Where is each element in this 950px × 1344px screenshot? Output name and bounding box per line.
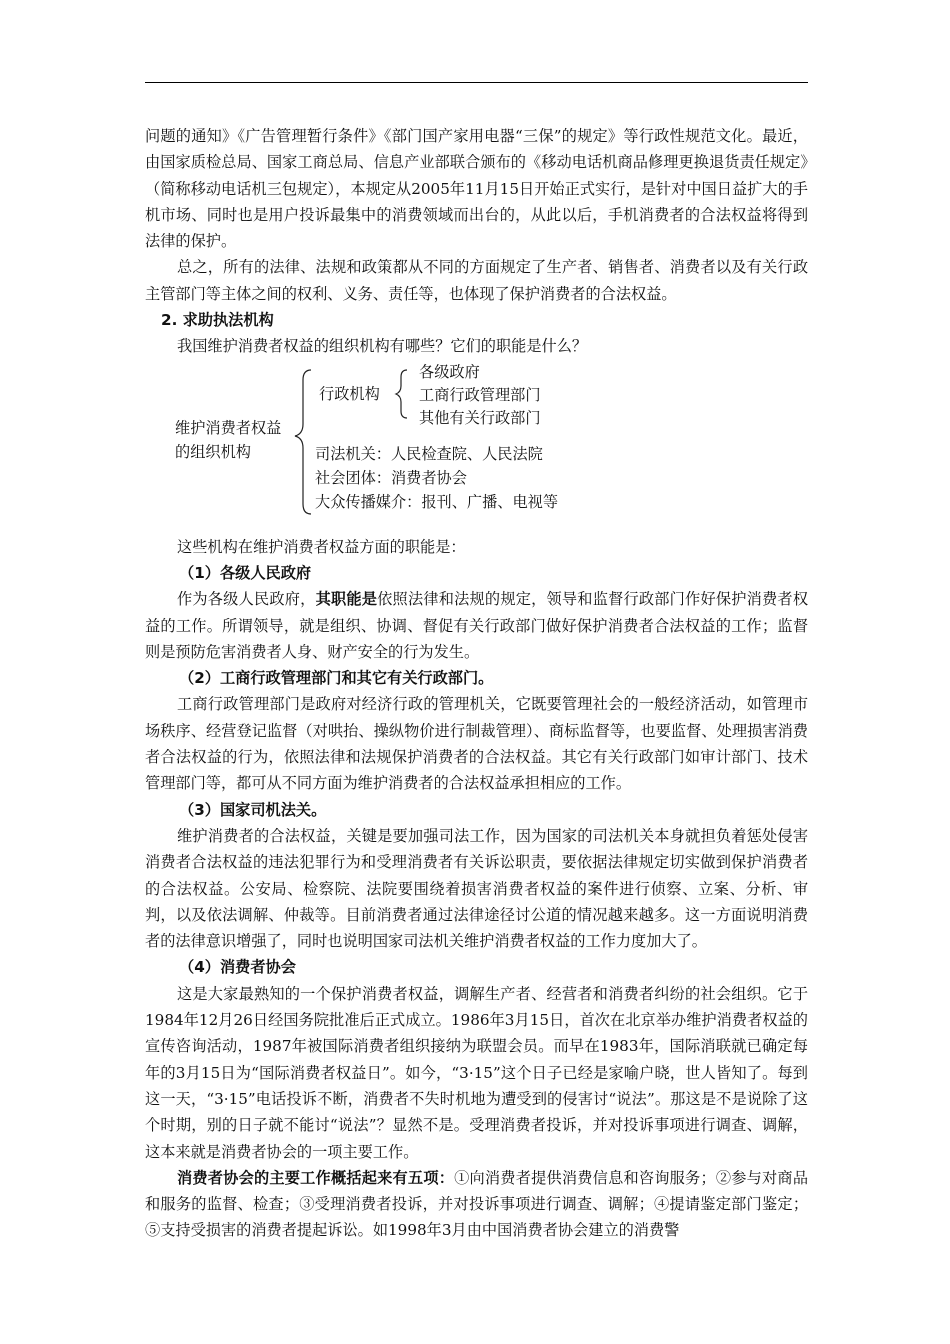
subheading-government: （1）各级人民政府 [179,563,312,582]
diagram-admin-item: 其他有关行政部门 [419,408,541,427]
paragraph-consumer-association: 这是大家最熟知的一个保护消费者权益，调解生产者、经营者和消费者纠纷的社会组织。它于1984年12月26日经国务院批准后正式成立。1986年3月15日，首次在北京举办维护消费者权益的宣传咨询活动，1987年被国际消费者组织接纳为联盟会员。而早在1983年，国际消联就已确定每年的3月15日为“国际消费者权益日”。如今，“3·15”这个日子已经是家喻户晓，世人皆知了。每到这一天，“3·15”电话投诉不断，消费者不失时机地为遭受到的侵害讨“说法”。那这是不是说除了这个时期，别的日子就不能讨“说法”？显然不是。受理消费者投诉，并对投诉事项进行调查、调解，这本来就是消费者协会的一项主要工作。 [145,984,808,1161]
question-text: 我国维护消费者权益的组织机构有哪些？它们的职能是什么？ [177,337,588,356]
tasks-rest: ①向消费者提供消费信息和咨询服务；②参与对商品和服务的监督、检查；③受理消费者投诉，并对投诉事项进行调查、调解；④提请鉴定部门鉴定；⑤支持受损害的消费者提起诉讼。如1998年3月由中国消费者协会建立的消费警 [145,1168,809,1240]
diagram-admin-label: 行政机构 [319,384,380,403]
diagram-media: 大众传播媒介：报刊、广播、电视等 [315,492,558,511]
paragraph-regulations: 问题的通知》《广告管理暂行条件》《部门国产家用电器“三保”的规定》等行政性规范文化。最近，由国家质检总局、国家工商总局、信息产业部联合颁布的《移动电话机商品修理更换退货责任规定》（简称移动电话机三包规定），本规定从2005年11月15日开始正式实行，是针对中国日益扩大的手机市场、同时也是用户投诉最集中的消费领域而出台的，从此以后，手机消费者的合法权益将得到法律的保护。 [145,127,808,251]
document-body [145,123,808,1244]
organization-diagram [145,364,808,524]
tasks-bold: 消费者协会的主要工作概括起来有五项： [177,1168,455,1187]
header-rule [145,82,808,83]
gov-rest: 依照法律和法规的规定，领导和监督行政部门作好保护消费者权益的工作。所谓领导，就是组织、协调、督促有关行政部门做好保护消费者合法权益的工作；监督则是预防危害消费者人身、财产安全的行为发生。 [145,590,809,661]
gov-bold: 其职能是 [315,590,378,609]
section-heading: 2. 求助执法机构 [161,311,274,330]
paragraph-administration: 工商行政管理部门是政府对经济行政的管理机关，它既要管理社会的一般经济活动，如管理市场秩序、经营登记监督（对哄抬、操纵物价进行制裁管理）、商标监督等，也要监督、处理损害消费者合法权益的行为，依照法律和法规保护消费者的合法权益。其它有关行政部门如审计部门、技术管理部门等，都可从不同方面为维护消费者的合法权益承担相应的工作。 [145,695,808,793]
paragraph-summary: 总之，所有的法律、法规和政策都从不同的方面规定了生产者、销售者、消费者以及有关行政主管部门等主体之间的权利、义务、责任等，也体现了保护消费者的合法权益。 [145,258,808,303]
diagram-admin-item: 各级政府 [419,362,480,381]
functions-intro: 这些机构在维护消费者权益方面的职能是： [177,537,466,556]
paragraph-government [145,586,808,665]
subheading-judicial: （3）国家司机法关。 [179,800,327,819]
gov-lead: 作为各级人民政府， [177,590,316,609]
subheading-administration: （2）工商行政管理部门和其它有关行政部门。 [179,669,494,688]
paragraph-judicial: 维护消费者的合法权益，关键是要加强司法工作，因为国家的司法机关本身就担负着惩处侵害消费者合法权益的违法犯罪行为和受理消费者有关诉讼职责，要依据法律规定切实做到保护消费者的合法权益。公安局、检察院、法院要围绕着损害消费者权益的案件进行侦察、立案、分析、审判，以及依法调解、仲裁等。目前消费者通过法律途径讨公道的情况越来越多。这一方面说明消费者的法律意识增强了，同时也说明国家司法机关维护消费者权益的工作力度加大了。 [145,826,808,951]
diagram-root: 维护消费者权益的组织机构 [175,418,282,461]
paragraph-association-tasks [145,1165,808,1244]
inner-brace [396,370,407,418]
subheading-consumer-association: （4）消费者协会 [179,958,296,977]
outer-brace [295,370,311,514]
diagram-social: 社会团体：消费者协会 [315,468,467,487]
diagram-judicial: 司法机关：人民检查院、人民法院 [315,444,543,463]
diagram-admin-item: 工商行政管理部门 [419,385,541,404]
